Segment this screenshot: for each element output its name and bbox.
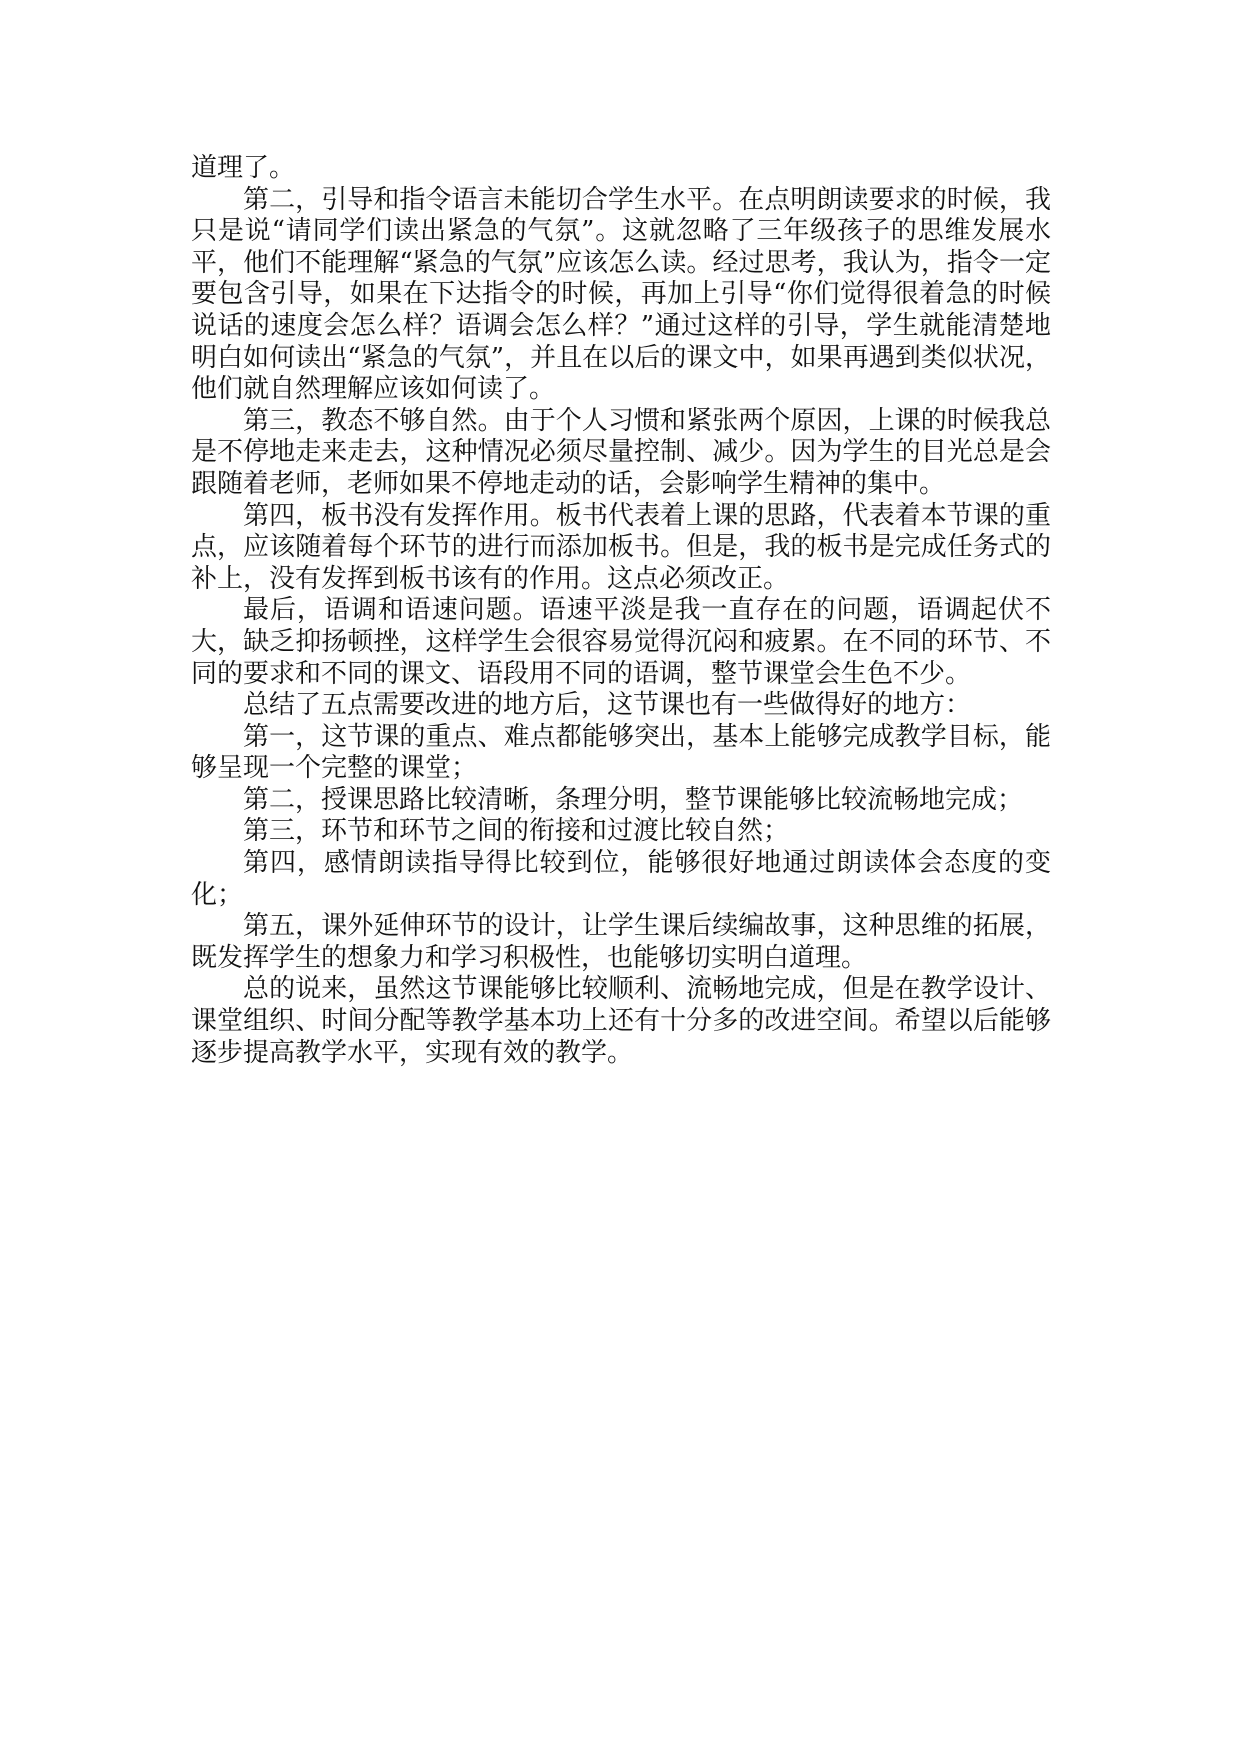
paragraph-third-point: 第三，教态不够自然。由于个人习惯和紧张两个原因，上课的时候我总是不停地走来走去，这种情况必须尽量控制、减少。因为学生的目光总是会跟随着老师，老师如果不停地走动的话，会影响学生精神的集中。 [191,405,1051,499]
paragraph-last-point: 最后，语调和语速问题。语速平淡是我一直存在的问题，语调起伏不大，缺乏抑扬顿挫，这样学生会很容易觉得沉闷和疲累。在不同的环节、不同的要求和不同的课文、语段用不同的语调，整节课堂会生色不少。 [191,595,1051,689]
paragraph-strength-five: 第五，课外延伸环节的设计，让学生课后续编故事，这种思维的拓展，既发挥学生的想象力和学习积极性，也能够切实明白道理。 [191,911,1051,973]
paragraph-summary-intro: 总结了五点需要改进的地方后，这节课也有一些做得好的地方： [243,690,972,721]
paragraph-continuation: 道理了。 [191,153,296,183]
paragraph-fourth-point: 第四，板书没有发挥作用。板书代表着上课的思路，代表着本节课的重点，应该随着每个环节的进行而添加板书。但是，我的板书是完成任务式的补上，没有发挥到板书该有的作用。这点必须改正。 [191,500,1051,594]
paragraph-strength-one: 第一，这节课的重点、难点都能够突出，基本上能够完成教学目标，能够呈现一个完整的课堂； [191,721,1051,784]
paragraph-strength-three: 第三，环节和环节之间的衔接和过渡比较自然； [243,816,790,847]
paragraph-strength-two: 第二，授课思路比较清晰，条理分明，整节课能够比较流畅地完成； [243,784,1024,815]
paragraph-conclusion: 总的说来，虽然这节课能够比较顺利、流畅地完成，但是在教学设计、课堂组织、时间分配等教学基本功上还有十分多的改进空间。希望以后能够逐步提高教学水平，实现有效的教学。 [191,974,1051,1068]
document-body [191,153,1051,1069]
paragraph-strength-four: 第四，感情朗读指导得比较到位，能够很好地通过朗读体会态度的变化； [191,848,1051,910]
paragraph-second-point: 第二，引导和指令语言未能切合学生水平。在点明朗读要求的时候，我只是说“请同学们读出紧急的气氛”。这就忽略了三年级孩子的思维发展水平，他们不能理解“紧急的气氛”应该怎么读。经过思考，我认为，指令一定要包含引导，如果在下达指令的时候，再加上引导“你们觉得很着急的时候说话的速度会怎么样？语调会怎么样？”通过这样的引导，学生就能清楚地明白如何读出“紧急的气氛”，并且在以后的课文中，如果再遇到类似状况，他们就自然理解应该如何读了。 [191,184,1051,405]
